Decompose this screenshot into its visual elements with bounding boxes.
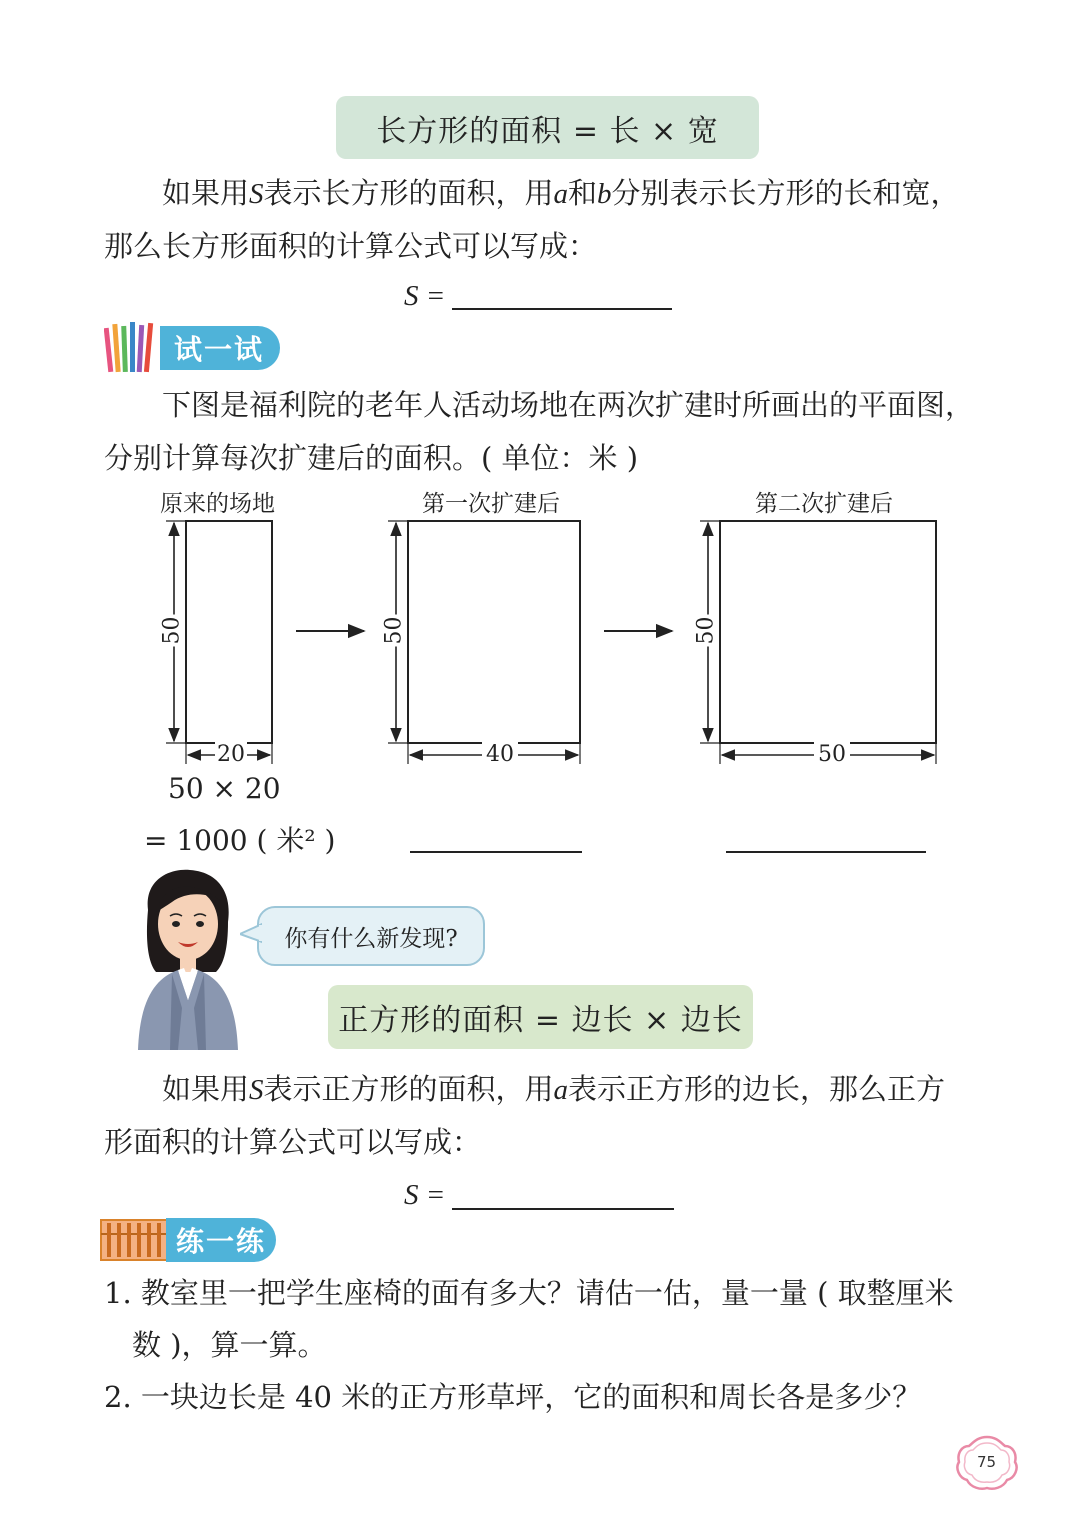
diagram-title-original: 原来的场地	[160, 491, 275, 517]
page-number: 75	[977, 1453, 997, 1471]
square-answer-label: S =	[404, 1179, 446, 1211]
rectangle-area-formula-text: 长方形的面积 = 长 × 宽	[376, 113, 719, 149]
square-formula-paragraph-line1: 如果用S表示正方形的面积，用a表示正方形的边长，那么正方	[162, 1072, 946, 1106]
square-area-formula	[328, 985, 753, 1049]
original-calc-line1: 50 × 20	[168, 772, 281, 805]
rectangle-answer-label: S =	[404, 280, 446, 312]
diagram-title-second-expansion: 第二次扩建后	[755, 491, 893, 517]
exercise-2: 2. 一块边长是 40 米的正方形草坪，它的面积和周长各是多少？	[104, 1380, 922, 1414]
second-expansion-rectangle	[720, 521, 936, 743]
original-height-label: 50	[159, 616, 185, 645]
try-section-title: 试一试	[174, 333, 265, 366]
rectangle-formula-paragraph-line2: 那么长方形面积的计算公式可以写成：	[104, 229, 598, 263]
first-expansion-rectangle	[408, 521, 580, 743]
speech-bubble-text: 你有什么新发现?	[284, 925, 458, 952]
second-expansion-answer-blank[interactable]	[726, 851, 926, 853]
speech-bubble-tail	[240, 922, 262, 944]
original-width-label: 20	[217, 742, 245, 767]
practice-section-badge	[166, 1218, 276, 1262]
exercise-1-line2: 数 )，算一算。	[132, 1328, 327, 1362]
exercise-1-line1: 1. 教室里一把学生座椅的面有多大？请估一估，量一量 ( 取整厘米	[104, 1276, 954, 1310]
abacus-icon	[100, 1218, 170, 1262]
diagram-first-expansion	[388, 521, 580, 764]
square-area-formula-text: 正方形的面积 = 边长 × 边长	[338, 1003, 743, 1038]
first-expansion-height-label: 50	[381, 616, 407, 645]
first-expansion-width-label: 40	[482, 742, 518, 767]
practice-section-header	[100, 1216, 280, 1264]
second-expansion-height-label: 50	[693, 616, 719, 645]
speech-bubble	[257, 906, 485, 966]
try-paragraph-line1: 下图是福利院的老年人活动场地在两次扩建时所画出的平面图，	[162, 388, 975, 422]
square-answer-blank[interactable]	[452, 1208, 674, 1210]
teacher-avatar	[132, 868, 242, 1050]
diagram-second-expansion	[700, 521, 936, 764]
rectangle-formula-paragraph-line1: 如果用S表示长方形的面积，用a和b分别表示长方形的长和宽，	[162, 176, 960, 210]
original-rectangle	[186, 521, 272, 743]
practice-section-title: 练一练	[176, 1225, 267, 1258]
try-paragraph-line2: 分别计算每次扩建后的面积。( 单位：米 )	[104, 441, 639, 475]
second-expansion-width-label: 50	[814, 742, 850, 767]
first-expansion-answer-blank[interactable]	[410, 851, 582, 853]
original-calc-line2: = 1000 ( 米² )	[144, 824, 336, 857]
square-formula-paragraph-line2: 形面积的计算公式可以写成：	[104, 1125, 482, 1159]
diagram-title-first-expansion: 第一次扩建后	[422, 491, 560, 517]
